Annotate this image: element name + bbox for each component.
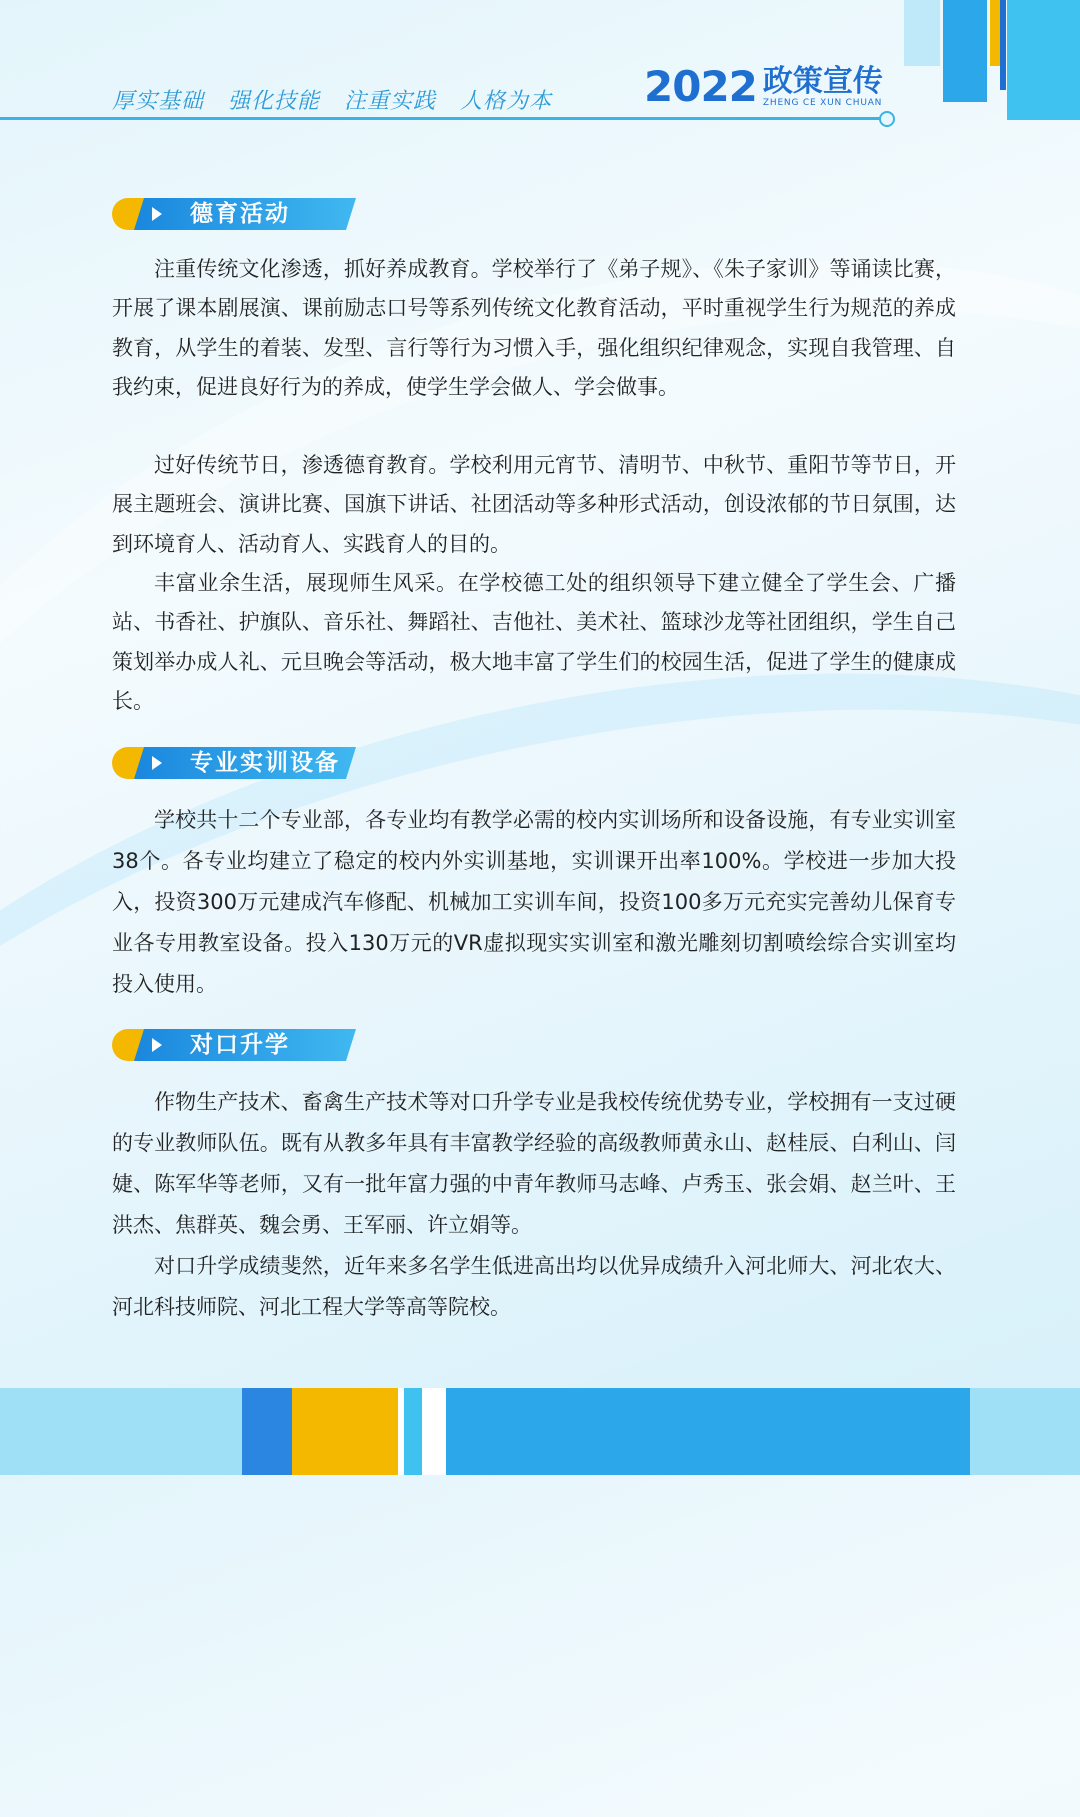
footer-stripe — [970, 1388, 1080, 1475]
decor-bar — [1000, 0, 1006, 90]
paragraph: 注重传统文化渗透，抓好养成教育。学校举行了《弟子规》、《朱子家训》等诵读比赛，开展了课本剧展演、课前励志口号等系列传统文化教育活动，平时重视学生行为规范的养成教育，从学生的着装、发型、言行等行为习惯入手，强化组织纪律观念，实现自我管理、自我约束，促进良好行为的养成，使学生学会做人、学会做事。 — [112, 257, 956, 399]
footer-stripe — [0, 1388, 242, 1475]
paragraph: 对口升学成绩斐然，近年来多名学生低进高出均以优异成绩升入河北师大、河北农大、河北科技师院、河北工程大学等高等院校。 — [112, 1254, 956, 1319]
footer-stripe — [446, 1388, 970, 1475]
brand-title: 政策宣传 — [762, 64, 883, 99]
page-header — [0, 0, 1080, 140]
paragraph: 作物生产技术、畜禽生产技术等对口升学专业是我校传统优势专业，学校拥有一支过硬的专业教师队伍。既有从教多年具有丰富教学经验的高级教师黄永山、赵桂辰、白利山、闫婕、陈军华等老师，又有一批年富力强的中青年教师马志峰、卢秀玉、张会娟、赵兰叶、王洪杰、焦群英、魏会勇、王军丽、许立娟等。 — [112, 1090, 956, 1237]
footer-stripe — [242, 1388, 292, 1475]
slogan: 注重实践 — [344, 89, 437, 114]
brand-logo — [644, 62, 883, 111]
slogan: 人格为本 — [460, 89, 553, 114]
brand-year: 2022 — [644, 62, 757, 111]
decor-bar — [904, 0, 940, 66]
header-divider — [0, 117, 880, 120]
footer-stripe — [404, 1388, 422, 1475]
section-heading — [112, 1029, 356, 1061]
arrow-icon — [152, 756, 162, 770]
brand-pinyin: ZHENG CE XUN CHUAN — [762, 98, 883, 108]
section-title: 专业实训设备 — [190, 750, 340, 776]
footer-stripe — [292, 1388, 398, 1475]
arrow-icon — [152, 1038, 162, 1052]
footer-stripe — [422, 1388, 446, 1475]
slogan-row — [112, 84, 552, 115]
section-title: 德育活动 — [190, 201, 290, 227]
section-heading — [112, 747, 356, 779]
decor-bar — [990, 0, 1000, 66]
section-title: 对口升学 — [190, 1032, 290, 1058]
page-footer — [0, 1388, 1080, 1475]
slogan: 强化技能 — [228, 89, 321, 114]
decor-bar — [1007, 0, 1080, 120]
decor-bar — [943, 0, 987, 102]
header-divider-dot — [879, 111, 895, 127]
paragraph: 过好传统节日，渗透德育教育。学校利用元宵节、清明节、中秋节、重阳节等节日，开展主题班会、演讲比赛、国旗下讲话、社团活动等多种形式活动，创设浓郁的节日氛围，达到环境育人、活动育人、实践育人的目的。 — [112, 453, 956, 556]
paragraph: 学校共十二个专业部，各专业均有教学必需的校内实训场所和设备设施，有专业实训室38个。各专业均建立了稳定的校内外实训基地，实训课开出率100%。学校进一步加大投入，投资300万元建成汽车修配、机械加工实训车间，投资100多万元充实完善幼儿保育专业各专用教室设备。投入130万元的VR虚拟现实实训室和激光雕刻切割喷绘综合实训室均投入使用。 — [112, 808, 956, 996]
slogan: 厚实基础 — [112, 89, 205, 114]
section-heading — [112, 198, 356, 230]
arrow-icon — [152, 207, 162, 221]
paragraph: 丰富业余生活，展现师生风采。在学校德工处的组织领导下建立健全了学生会、广播站、书香社、护旗队、音乐社、舞蹈社、吉他社、美术社、篮球沙龙等社团组织，学生自己策划举办成人礼、元旦晚会等活动，极大地丰富了学生们的校园生活，促进了学生的健康成长。 — [112, 571, 956, 713]
